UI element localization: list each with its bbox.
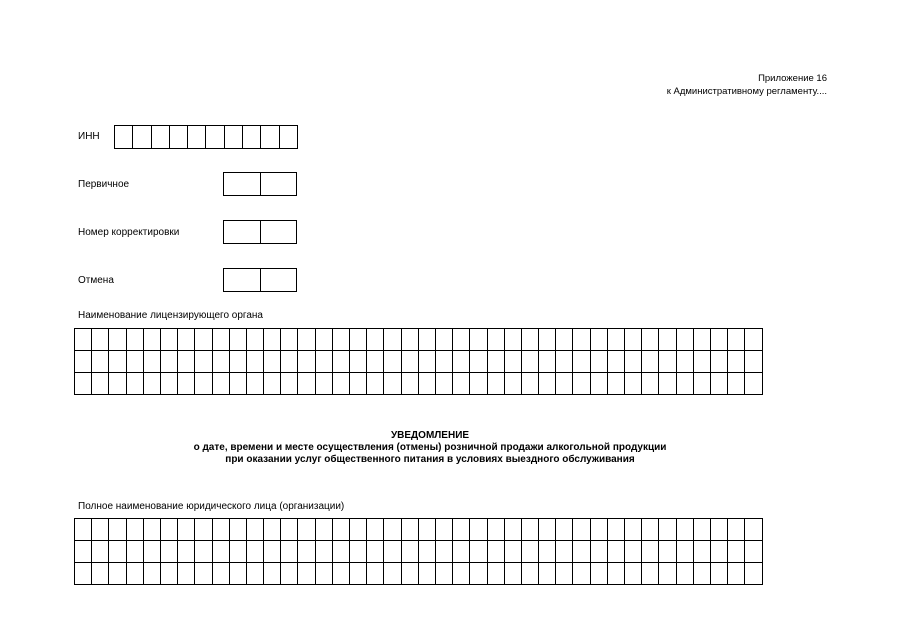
- licensing-body-cell[interactable]: [607, 351, 624, 373]
- licensing-body-cell[interactable]: [487, 351, 504, 373]
- org-name-cell[interactable]: [676, 541, 693, 563]
- licensing-body-cell[interactable]: [109, 351, 126, 373]
- licensing-body-cell[interactable]: [625, 351, 642, 373]
- org-name-cell[interactable]: [350, 541, 367, 563]
- org-name-cell[interactable]: [160, 541, 177, 563]
- correction-number-cell[interactable]: [224, 220, 261, 244]
- org-name-cell[interactable]: [401, 563, 418, 585]
- inn-cell[interactable]: [261, 125, 279, 149]
- org-name-cell[interactable]: [625, 541, 642, 563]
- org-name-cell[interactable]: [728, 519, 745, 541]
- org-name-cell[interactable]: [659, 519, 676, 541]
- org-name-cell[interactable]: [625, 563, 642, 585]
- licensing-body-cell[interactable]: [504, 351, 521, 373]
- licensing-body-cell[interactable]: [745, 329, 762, 351]
- org-name-cell[interactable]: [264, 541, 281, 563]
- licensing-body-cell[interactable]: [539, 329, 556, 351]
- licensing-body-cell[interactable]: [350, 351, 367, 373]
- licensing-body-cell[interactable]: [418, 329, 435, 351]
- licensing-body-cell[interactable]: [487, 329, 504, 351]
- cancellation-label: Отмена: [78, 275, 114, 286]
- licensing-body-cell[interactable]: [264, 329, 281, 351]
- licensing-body-cell[interactable]: [92, 351, 109, 373]
- licensing-body-cell[interactable]: [178, 329, 195, 351]
- org-name-cell[interactable]: [418, 563, 435, 585]
- licensing-body-cell[interactable]: [642, 373, 659, 395]
- licensing-body-cell[interactable]: [573, 351, 590, 373]
- org-name-cell[interactable]: [487, 563, 504, 585]
- licensing-body-cell[interactable]: [332, 329, 349, 351]
- licensing-body-cell[interactable]: [126, 329, 143, 351]
- org-name-cell[interactable]: [109, 563, 126, 585]
- org-name-cell[interactable]: [556, 541, 573, 563]
- org-name-cell[interactable]: [195, 519, 212, 541]
- org-name-cell[interactable]: [367, 541, 384, 563]
- licensing-body-cell[interactable]: [367, 351, 384, 373]
- org-name-cell[interactable]: [607, 519, 624, 541]
- org-name-cell[interactable]: [556, 519, 573, 541]
- org-name-cell[interactable]: [693, 563, 710, 585]
- licensing-body-cell[interactable]: [75, 351, 92, 373]
- org-name-cell[interactable]: [539, 541, 556, 563]
- org-name-cell[interactable]: [710, 563, 727, 585]
- inn-cell[interactable]: [206, 125, 224, 149]
- org-name-cell[interactable]: [401, 541, 418, 563]
- org-name-cell[interactable]: [332, 563, 349, 585]
- org-name-cell[interactable]: [75, 563, 92, 585]
- licensing-body-cell[interactable]: [332, 373, 349, 395]
- org-name-cell[interactable]: [573, 541, 590, 563]
- inn-cell[interactable]: [170, 125, 188, 149]
- org-name-cell[interactable]: [504, 563, 521, 585]
- licensing-body-cell[interactable]: [367, 373, 384, 395]
- org-name-cell[interactable]: [590, 519, 607, 541]
- org-name-cell[interactable]: [487, 519, 504, 541]
- org-name-cell[interactable]: [92, 563, 109, 585]
- licensing-body-row: [75, 329, 763, 351]
- org-name-cell[interactable]: [143, 519, 160, 541]
- licensing-body-cell[interactable]: [246, 373, 263, 395]
- licensing-body-cell[interactable]: [401, 351, 418, 373]
- licensing-body-cell[interactable]: [246, 329, 263, 351]
- org-name-cell[interactable]: [710, 541, 727, 563]
- org-name-cell[interactable]: [298, 541, 315, 563]
- licensing-body-cell[interactable]: [350, 373, 367, 395]
- licensing-body-cell[interactable]: [264, 373, 281, 395]
- org-name-cell[interactable]: [195, 541, 212, 563]
- licensing-body-cell[interactable]: [573, 329, 590, 351]
- org-name-grid[interactable]: [74, 518, 763, 585]
- org-name-cell[interactable]: [212, 563, 229, 585]
- licensing-body-cell[interactable]: [350, 329, 367, 351]
- org-name-cell[interactable]: [109, 519, 126, 541]
- inn-cell[interactable]: [280, 125, 298, 149]
- inn-label: ИНН: [78, 131, 100, 142]
- org-name-cell[interactable]: [246, 519, 263, 541]
- licensing-body-cell[interactable]: [315, 351, 332, 373]
- licensing-body-cell[interactable]: [178, 373, 195, 395]
- org-name-label: Полное наименование юридического лица (организации): [78, 501, 345, 512]
- org-name-cell[interactable]: [281, 519, 298, 541]
- org-name-cell[interactable]: [109, 541, 126, 563]
- licensing-body-cell[interactable]: [693, 329, 710, 351]
- licensing-body-cell[interactable]: [264, 351, 281, 373]
- org-name-cell[interactable]: [435, 519, 452, 541]
- org-name-cell[interactable]: [435, 563, 452, 585]
- licensing-body-cell[interactable]: [573, 373, 590, 395]
- org-name-cell[interactable]: [298, 519, 315, 541]
- org-name-row: [75, 563, 763, 585]
- org-name-cell[interactable]: [573, 563, 590, 585]
- org-name-cell[interactable]: [315, 563, 332, 585]
- licensing-body-cell[interactable]: [143, 351, 160, 373]
- org-name-cell[interactable]: [487, 541, 504, 563]
- licensing-body-cell[interactable]: [693, 351, 710, 373]
- licensing-body-cell[interactable]: [212, 351, 229, 373]
- licensing-body-row: [75, 351, 763, 373]
- correction-number-field[interactable]: [223, 220, 297, 244]
- org-name-cell[interactable]: [264, 519, 281, 541]
- org-name-cell[interactable]: [504, 519, 521, 541]
- licensing-body-cell[interactable]: [126, 373, 143, 395]
- org-name-cell[interactable]: [298, 563, 315, 585]
- licensing-body-cell[interactable]: [229, 373, 246, 395]
- org-name-cell[interactable]: [229, 563, 246, 585]
- org-name-cell[interactable]: [92, 519, 109, 541]
- org-name-cell[interactable]: [693, 519, 710, 541]
- licensing-body-cell[interactable]: [435, 351, 452, 373]
- inn-cell[interactable]: [115, 125, 133, 149]
- org-name-cell[interactable]: [659, 563, 676, 585]
- licensing-body-cell[interactable]: [195, 329, 212, 351]
- org-name-cell[interactable]: [676, 563, 693, 585]
- licensing-body-cell[interactable]: [195, 351, 212, 373]
- org-name-cell[interactable]: [539, 563, 556, 585]
- org-name-cell[interactable]: [590, 541, 607, 563]
- cancellation-cell[interactable]: [261, 268, 298, 292]
- licensing-body-cell[interactable]: [384, 329, 401, 351]
- org-name-cell[interactable]: [693, 541, 710, 563]
- licensing-body-cell[interactable]: [728, 329, 745, 351]
- org-name-cell[interactable]: [642, 519, 659, 541]
- org-name-cell[interactable]: [470, 563, 487, 585]
- inn-cell[interactable]: [152, 125, 170, 149]
- licensing-body-cell[interactable]: [435, 329, 452, 351]
- licensing-body-cell[interactable]: [195, 373, 212, 395]
- licensing-body-cell[interactable]: [659, 351, 676, 373]
- org-name-cell[interactable]: [659, 541, 676, 563]
- licensing-body-cell[interactable]: [470, 351, 487, 373]
- licensing-body-cell[interactable]: [521, 373, 538, 395]
- org-name-cell[interactable]: [178, 563, 195, 585]
- org-name-cell[interactable]: [229, 541, 246, 563]
- licensing-body-cell[interactable]: [160, 351, 177, 373]
- licensing-body-cell[interactable]: [487, 373, 504, 395]
- notice-subtitle-1: о дате, времени и месте осуществления (отмены) розничной продажи алкогольной продукции: [193, 442, 667, 453]
- org-name-cell[interactable]: [126, 541, 143, 563]
- org-name-row: [75, 541, 763, 563]
- licensing-body-cell[interactable]: [590, 329, 607, 351]
- licensing-body-cell[interactable]: [435, 373, 452, 395]
- licensing-body-cell[interactable]: [745, 373, 762, 395]
- licensing-body-grid[interactable]: [74, 328, 763, 395]
- inn-cell[interactable]: [225, 125, 243, 149]
- licensing-body-cell[interactable]: [418, 373, 435, 395]
- appendix-note: [667, 72, 827, 98]
- licensing-body-cell[interactable]: [710, 373, 727, 395]
- org-name-cell[interactable]: [590, 563, 607, 585]
- cancellation-field[interactable]: [223, 268, 297, 292]
- org-name-cell[interactable]: [521, 541, 538, 563]
- org-name-cell[interactable]: [160, 563, 177, 585]
- org-name-row: [75, 519, 763, 541]
- org-name-cell[interactable]: [160, 519, 177, 541]
- licensing-body-cell[interactable]: [298, 351, 315, 373]
- org-name-cell[interactable]: [607, 563, 624, 585]
- org-name-cell[interactable]: [556, 563, 573, 585]
- org-name-cell[interactable]: [315, 519, 332, 541]
- org-name-cell[interactable]: [281, 563, 298, 585]
- org-name-cell[interactable]: [642, 563, 659, 585]
- licensing-body-cell[interactable]: [539, 351, 556, 373]
- org-name-cell[interactable]: [246, 541, 263, 563]
- licensing-body-cell[interactable]: [453, 373, 470, 395]
- org-name-cell[interactable]: [470, 519, 487, 541]
- licensing-body-cell[interactable]: [298, 329, 315, 351]
- org-name-cell[interactable]: [470, 541, 487, 563]
- licensing-body-cell[interactable]: [229, 329, 246, 351]
- licensing-body-cell[interactable]: [693, 373, 710, 395]
- org-name-cell[interactable]: [384, 563, 401, 585]
- primary-field[interactable]: [223, 172, 297, 196]
- org-name-cell[interactable]: [264, 563, 281, 585]
- licensing-body-cell[interactable]: [710, 351, 727, 373]
- licensing-body-cell[interactable]: [607, 373, 624, 395]
- licensing-body-cell[interactable]: [212, 329, 229, 351]
- licensing-body-cell[interactable]: [642, 329, 659, 351]
- inn-field[interactable]: [114, 125, 298, 149]
- org-name-cell[interactable]: [195, 563, 212, 585]
- licensing-body-cell[interactable]: [92, 373, 109, 395]
- primary-cell[interactable]: [224, 172, 261, 196]
- org-name-cell[interactable]: [126, 519, 143, 541]
- org-name-cell[interactable]: [246, 563, 263, 585]
- licensing-body-cell[interactable]: [160, 373, 177, 395]
- org-name-cell[interactable]: [607, 541, 624, 563]
- licensing-body-cell[interactable]: [315, 329, 332, 351]
- licensing-body-cell[interactable]: [539, 373, 556, 395]
- licensing-body-cell[interactable]: [246, 351, 263, 373]
- licensing-body-cell[interactable]: [75, 329, 92, 351]
- licensing-body-cell[interactable]: [281, 329, 298, 351]
- licensing-body-cell[interactable]: [401, 329, 418, 351]
- licensing-body-cell[interactable]: [109, 329, 126, 351]
- licensing-body-cell[interactable]: [607, 329, 624, 351]
- licensing-body-cell[interactable]: [625, 373, 642, 395]
- licensing-body-cell[interactable]: [75, 373, 92, 395]
- licensing-body-cell[interactable]: [332, 351, 349, 373]
- licensing-body-cell[interactable]: [281, 351, 298, 373]
- org-name-cell[interactable]: [332, 519, 349, 541]
- licensing-body-cell[interactable]: [728, 351, 745, 373]
- licensing-body-cell[interactable]: [676, 351, 693, 373]
- licensing-body-cell[interactable]: [126, 351, 143, 373]
- licensing-body-cell[interactable]: [143, 329, 160, 351]
- org-name-cell[interactable]: [401, 519, 418, 541]
- licensing-body-cell[interactable]: [728, 373, 745, 395]
- org-name-cell[interactable]: [625, 519, 642, 541]
- org-name-cell[interactable]: [212, 519, 229, 541]
- inn-cell[interactable]: [188, 125, 206, 149]
- appendix-line-1: Приложение 16: [758, 73, 827, 84]
- licensing-body-cell[interactable]: [453, 329, 470, 351]
- licensing-body-cell[interactable]: [710, 329, 727, 351]
- org-name-cell[interactable]: [350, 519, 367, 541]
- org-name-cell[interactable]: [367, 563, 384, 585]
- org-name-cell[interactable]: [521, 519, 538, 541]
- org-name-cell[interactable]: [281, 541, 298, 563]
- org-name-cell[interactable]: [143, 563, 160, 585]
- org-name-cell[interactable]: [315, 541, 332, 563]
- org-name-cell[interactable]: [504, 541, 521, 563]
- org-name-cell[interactable]: [453, 519, 470, 541]
- licensing-body-cell[interactable]: [556, 373, 573, 395]
- licensing-body-cell[interactable]: [470, 373, 487, 395]
- org-name-cell[interactable]: [745, 519, 762, 541]
- licensing-body-cell[interactable]: [659, 329, 676, 351]
- org-name-cell[interactable]: [75, 541, 92, 563]
- licensing-body-cell[interactable]: [401, 373, 418, 395]
- licensing-body-cell[interactable]: [281, 373, 298, 395]
- licensing-body-cell[interactable]: [521, 329, 538, 351]
- org-name-cell[interactable]: [676, 519, 693, 541]
- org-name-cell[interactable]: [178, 541, 195, 563]
- licensing-body-cell[interactable]: [676, 329, 693, 351]
- licensing-body-cell[interactable]: [143, 373, 160, 395]
- licensing-body-cell[interactable]: [418, 351, 435, 373]
- licensing-body-cell[interactable]: [298, 373, 315, 395]
- notice-title: УВЕДОМЛЕНИЕ: [390, 430, 470, 441]
- licensing-body-cell[interactable]: [556, 329, 573, 351]
- licensing-body-cell[interactable]: [556, 351, 573, 373]
- org-name-cell[interactable]: [418, 519, 435, 541]
- licensing-body-label: Наименование лицензирующего органа: [78, 310, 263, 321]
- org-name-cell[interactable]: [453, 541, 470, 563]
- licensing-body-cell[interactable]: [590, 351, 607, 373]
- primary-cell[interactable]: [261, 172, 298, 196]
- licensing-body-cell[interactable]: [229, 351, 246, 373]
- correction-number-label: Номер корректировки: [78, 227, 180, 238]
- org-name-cell[interactable]: [642, 541, 659, 563]
- licensing-body-cell[interactable]: [384, 373, 401, 395]
- licensing-body-cell[interactable]: [178, 351, 195, 373]
- licensing-body-cell[interactable]: [590, 373, 607, 395]
- org-name-cell[interactable]: [418, 541, 435, 563]
- licensing-body-cell[interactable]: [625, 329, 642, 351]
- licensing-body-cell[interactable]: [453, 351, 470, 373]
- licensing-body-cell[interactable]: [745, 351, 762, 373]
- org-name-cell[interactable]: [367, 519, 384, 541]
- licensing-body-cell[interactable]: [659, 373, 676, 395]
- org-name-cell[interactable]: [350, 563, 367, 585]
- org-name-cell[interactable]: [728, 541, 745, 563]
- org-name-cell[interactable]: [126, 563, 143, 585]
- org-name-cell[interactable]: [75, 519, 92, 541]
- licensing-body-cell[interactable]: [315, 373, 332, 395]
- licensing-body-cell[interactable]: [109, 373, 126, 395]
- licensing-body-cell[interactable]: [676, 373, 693, 395]
- licensing-body-cell[interactable]: [92, 329, 109, 351]
- licensing-body-cell[interactable]: [504, 373, 521, 395]
- org-name-cell[interactable]: [710, 519, 727, 541]
- org-name-cell[interactable]: [229, 519, 246, 541]
- org-name-cell[interactable]: [435, 541, 452, 563]
- org-name-cell[interactable]: [573, 519, 590, 541]
- primary-label: Первичное: [78, 179, 130, 190]
- org-name-cell[interactable]: [745, 541, 762, 563]
- org-name-cell[interactable]: [384, 541, 401, 563]
- org-name-cell[interactable]: [92, 541, 109, 563]
- licensing-body-cell[interactable]: [521, 351, 538, 373]
- appendix-line-2: к Административному регламенту....: [666, 86, 827, 97]
- inn-cell[interactable]: [133, 125, 151, 149]
- licensing-body-cell[interactable]: [384, 351, 401, 373]
- licensing-body-cell[interactable]: [642, 351, 659, 373]
- licensing-body-cell[interactable]: [367, 329, 384, 351]
- cancellation-cell[interactable]: [224, 268, 261, 292]
- org-name-cell[interactable]: [521, 563, 538, 585]
- org-name-cell[interactable]: [728, 563, 745, 585]
- licensing-body-cell[interactable]: [470, 329, 487, 351]
- licensing-body-cell[interactable]: [160, 329, 177, 351]
- org-name-cell[interactable]: [178, 519, 195, 541]
- licensing-body-cell[interactable]: [212, 373, 229, 395]
- org-name-cell[interactable]: [332, 541, 349, 563]
- inn-cell[interactable]: [243, 125, 261, 149]
- licensing-body-cell[interactable]: [504, 329, 521, 351]
- org-name-cell[interactable]: [384, 519, 401, 541]
- org-name-cell[interactable]: [212, 541, 229, 563]
- org-name-cell[interactable]: [143, 541, 160, 563]
- org-name-cell[interactable]: [453, 563, 470, 585]
- notice-subtitle-2: при оказании услуг общественного питания в условиях выездного обслуживания: [225, 454, 635, 465]
- org-name-cell[interactable]: [539, 519, 556, 541]
- correction-number-cell[interactable]: [261, 220, 298, 244]
- org-name-cell[interactable]: [745, 563, 762, 585]
- licensing-body-row: [75, 373, 763, 395]
